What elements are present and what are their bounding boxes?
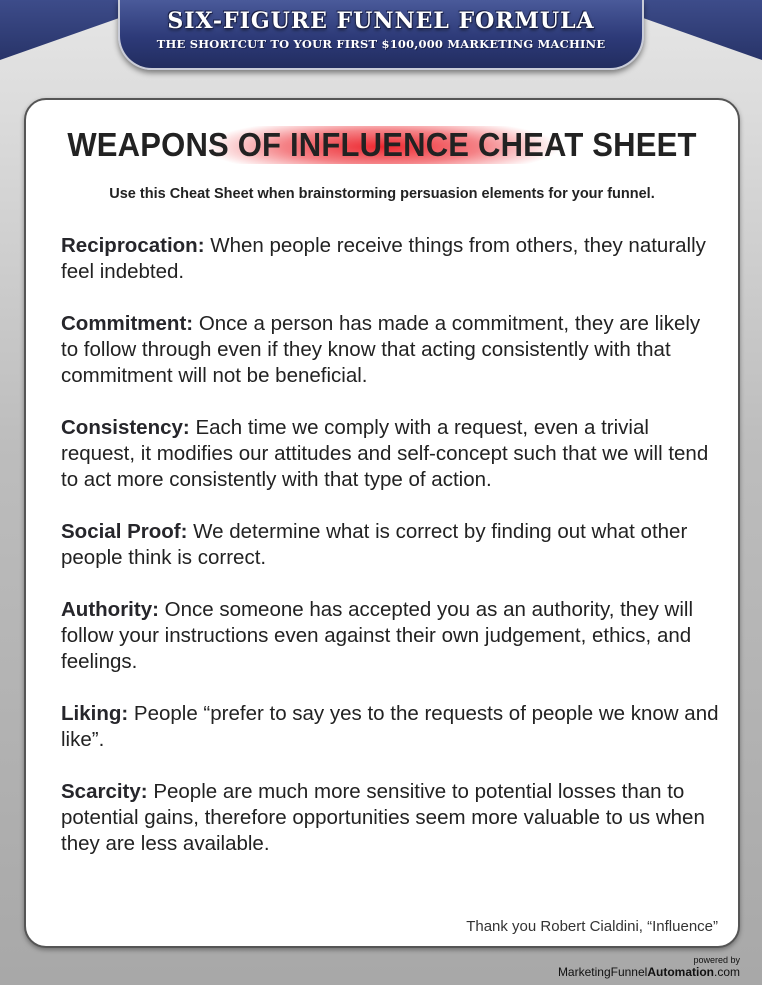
entry-reciprocation	[61, 233, 721, 285]
entry-text: We determine what is correct by finding out what other people think is correct.	[61, 520, 688, 569]
entry-term: Commitment:	[61, 312, 194, 335]
entry-text: Once someone has accepted you as an authority, they will follow your instructions even against their own judgement, ethics, and feelings.	[61, 598, 694, 673]
entry-term: Authority:	[61, 598, 159, 621]
entry-text: Each time we comply with a request, even a trivial request, it modifies our attitudes and self-concept such that we will tend to act more consistently with that type of action.	[61, 416, 709, 491]
entry-consistency	[61, 415, 721, 493]
entry-term: Scarcity:	[61, 780, 148, 803]
entry-text: People “prefer to say yes to the requests of people we know and like”.	[61, 702, 719, 751]
entry-authority	[61, 597, 721, 675]
entry-term: Reciprocation:	[61, 234, 205, 257]
banner-subtitle: THE SHORTCUT TO YOUR FIRST $100,000 MARKETING MACHINE	[156, 37, 606, 51]
sheet-intro: Use this Cheat Sheet when brainstorming persuasion elements for your funnel.	[109, 186, 655, 202]
entry-scarcity	[61, 779, 721, 857]
entry-social-proof	[61, 519, 721, 571]
entry-commitment	[61, 311, 721, 389]
entry-liking	[61, 701, 721, 753]
sheet-title: WEAPONS OF INFLUENCE CHEAT SHEET	[47, 126, 716, 164]
attribution-credit: Thank you Robert Cialdini, “Influence”	[466, 918, 718, 935]
header-banner	[118, 0, 644, 70]
brand-bold: Automation	[647, 965, 714, 979]
powered-by-label: powered by	[693, 955, 740, 965]
influence-list	[61, 233, 721, 883]
brand-regular: MarketingFunnel	[557, 965, 648, 979]
entry-text: When people receive things from others, they naturally feel indebted.	[61, 234, 706, 283]
entry-term: Social Proof:	[61, 520, 188, 543]
powered-by-footer	[558, 956, 740, 979]
entry-term: Consistency:	[61, 416, 190, 439]
entry-text: Once a person has made a commitment, they are likely to follow through even if they know that acting consistently with that commitment will not be beneficial.	[61, 312, 701, 387]
brand-suffix: .com	[713, 965, 740, 979]
cheat-sheet-card	[24, 98, 740, 948]
entry-term: Liking:	[61, 702, 129, 725]
entry-text: People are much more sensitive to potential losses than to potential gains, therefore opportunities seem more valuable to us when they are less available.	[61, 780, 705, 855]
banner-title: SIX-FIGURE FUNNEL FORMULA	[167, 8, 595, 34]
brand-logo	[558, 965, 740, 979]
